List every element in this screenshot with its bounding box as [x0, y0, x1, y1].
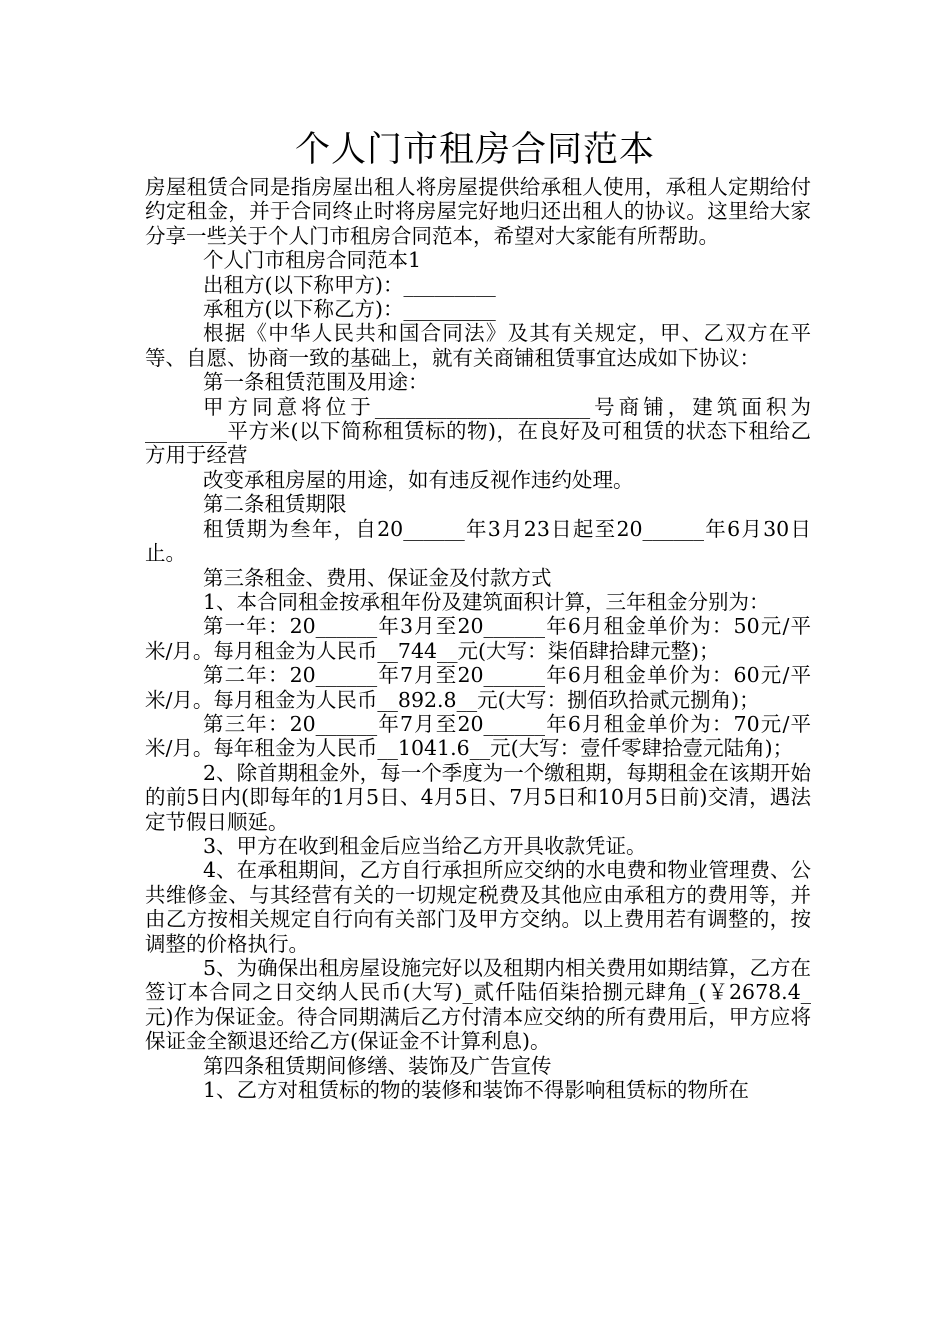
- article-3-item-2: 2、除首期租金外，每一个季度为一个缴租期，每期租金在该期开始的前5日内(即每年的1月5日、4月5日、7月5日和10月5日前)交清，遇法定节假日顺延。: [145, 760, 811, 834]
- article-4-item-1: 1、乙方对租赁标的物的装修和装饰不得影响租赁标的物所在: [203, 1078, 750, 1103]
- article-2-text: 租赁期为叁年，自20______年3月23日起至20______年6月30日止。: [145, 516, 811, 566]
- article-3-item-3: 3、甲方在收到租金后应当给乙方开具收款凭证。: [203, 833, 647, 858]
- article-3-heading: 第三条租金、费用、保证金及付款方式: [203, 565, 552, 590]
- contract-heading: 个人门市租房合同范本1: [203, 248, 422, 273]
- article-1-text: 甲方同意将位于_____________________号商铺，建筑面积为________平方米(以下简称租赁标的物)，在良好及可租赁的状态下租给乙方用于经营: [145, 394, 811, 468]
- lessor-line: 出租方(以下称甲方)：_________: [203, 272, 496, 297]
- legal-basis-paragraph: 根据《中华人民共和国合同法》及其有关规定，甲、乙双方在平等、自愿、协商一致的基础上，就有关商铺租赁事宜达成如下协议：: [145, 321, 811, 370]
- article-3-item-4: 4、在承租期间，乙方自行承担所应交纳的水电费和物业管理费、公共维修金、与其经营有关的一切规定税费及其他应由承租方的费用等，并由乙方按相关规定自行向有关部门及甲方交纳。以上费用若有调整的，按调整的价格执行。: [145, 858, 811, 956]
- lessee-line: 承租方(以下称乙方)：_________: [203, 297, 496, 322]
- article-1-heading: 第一条租赁范围及用途：: [203, 370, 429, 395]
- intro-paragraph: 房屋租赁合同是指房屋出租人将房屋提供给承租人使用，承租人定期给付约定租金，并于合同终止时将房屋完好地归还出租人的协议。这里给大家分享一些关于个人门市租房合同范本，希望对大家能有所帮助。: [145, 175, 811, 248]
- rent-year-2: 第二年：20______年7月至20______年6月租金单价为：60元/平米/月。每月租金为人民币__892.8__元(大写：捌佰玖拾贰元捌角)；: [145, 663, 811, 712]
- rent-year-1: 第一年：20______年3月至20______年6月租金单价为：50元/平米/月。每月租金为人民币__744__元(大写：柒佰肆拾肆元整)；: [145, 614, 811, 663]
- article-4-heading: 第四条租赁期间修缮、装饰及广告宣传: [203, 1053, 552, 1078]
- rent-year-3: 第三年：20______年7月至20______年6月租金单价为：70元/平米/月。每年租金为人民币__1041.6__元(大写：壹仟零肆拾壹元陆角)；: [145, 711, 811, 761]
- article-2-heading: 第二条租赁期限: [203, 492, 347, 517]
- article-3-item-1: 1、本合同租金按承租年份及建筑面积计算，三年租金分别为：: [203, 589, 770, 614]
- document-title: 个人门市租房合同范本: [294, 130, 655, 170]
- document-body: [145, 175, 811, 1102]
- article-3-item-5: 5、为确保出租房屋设施完好以及租期内相关费用如期结算，乙方在签订本合同之日交纳人民币(大写)_贰仟陆佰柒拾捌元肆角_(￥2678.4_元)作为保证金。待合同期满后乙方付清本应交纳的所有费用后，甲方应将保证金全额退还给乙方(保证金不计算利息)。: [145, 956, 811, 1054]
- article-1-note: 改变承租房屋的用途，如有违反视作违约处理。: [203, 467, 634, 492]
